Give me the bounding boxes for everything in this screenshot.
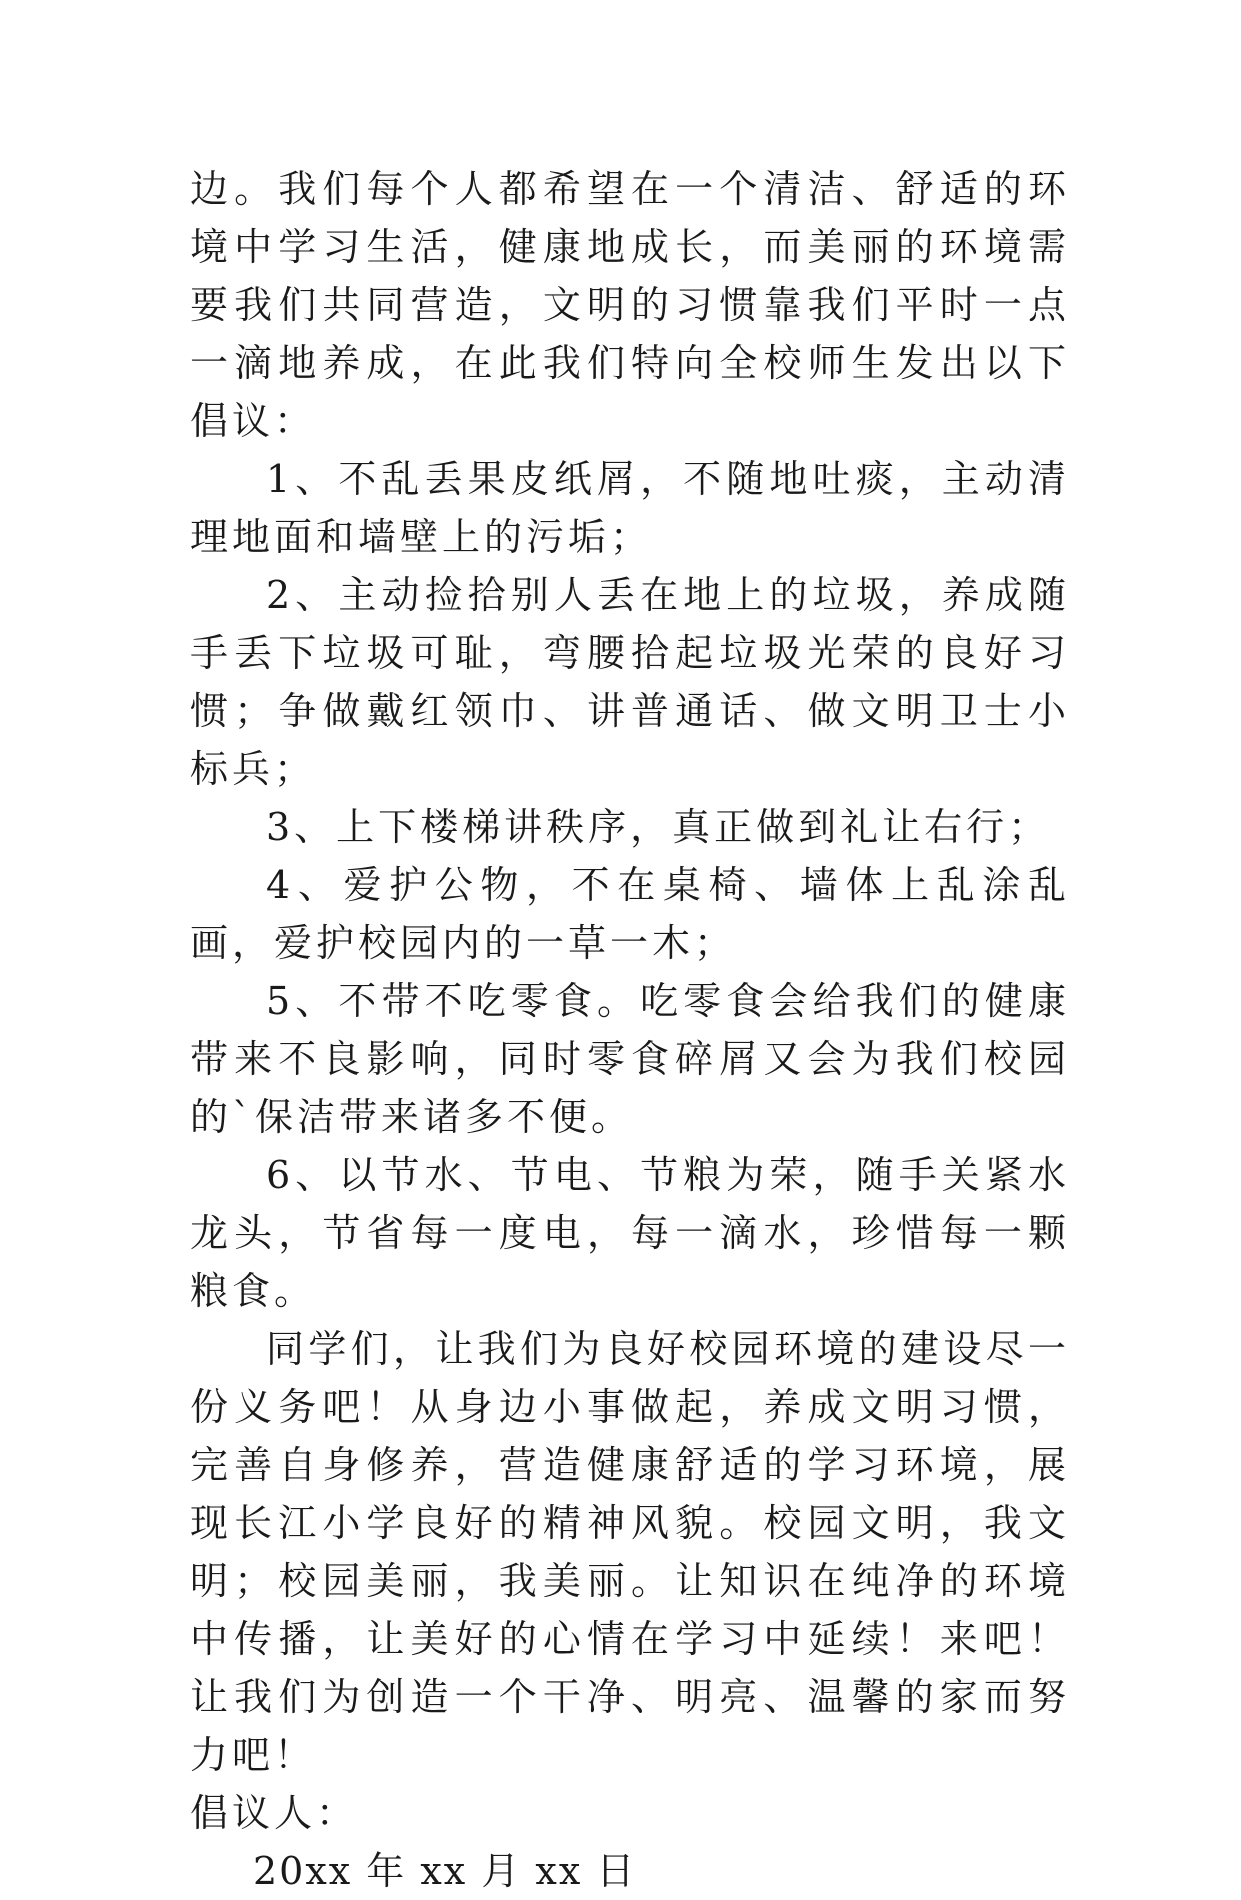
proposal-item-6: 6、以节水、节电、节粮为荣，随手关紧水龙头，节省每一度电，每一滴水，珍惜每一颗粮食。 [190,1153,1070,1313]
proposal-item-1: 1、不乱丢果皮纸屑，不随地吐痰，主动清理地面和墙壁上的污垢； [190,457,1070,559]
intro-paragraph: 边。我们每个人都希望在一个清洁、舒适的环境中学习生活，健康地成长，而美丽的环境需要我们共同营造，文明的习惯靠我们平时一点一滴地养成，在此我们特向全校师生发出以下倡议： [190,167,1070,443]
closing-paragraph: 同学们，让我们为良好校园环境的建设尽一份义务吧！从身边小事做起，养成文明习惯，完善自身修养，营造健康舒适的学习环境，展现长江小学良好的精神风貌。校园文明，我文明；校园美丽，我美丽。让知识在纯净的环境中传播，让美好的心情在学习中延续！来吧！让我们为创造一个干净、明亮、温馨的家而努力吧！ [190,1327,1070,1777]
proposal-item-3: 3、上下楼梯讲秩序，真正做到礼让右行； [266,805,1051,849]
proposal-item-2: 2、主动捡拾别人丢在地上的垃圾，养成随手丢下垃圾可耻，弯腰拾起垃圾光荣的良好习惯；争做戴红领巾、讲普通话、做文明卫士小标兵； [190,573,1070,791]
document-body [190,160,1070,1900]
proposal-item-4: 4、爱护公物，不在桌椅、墙体上乱涂乱画，爱护校园内的一草一木； [190,863,1070,965]
signature-label: 倡议人： [190,1791,359,1835]
document-date: 20xx 年 xx 月 xx 日 [253,1849,637,1893]
proposal-item-5: 5、不带不吃零食。吃零食会给我们的健康带来不良影响，同时零食碎屑又会为我们校园的`保洁带来诸多不便。 [190,979,1070,1139]
